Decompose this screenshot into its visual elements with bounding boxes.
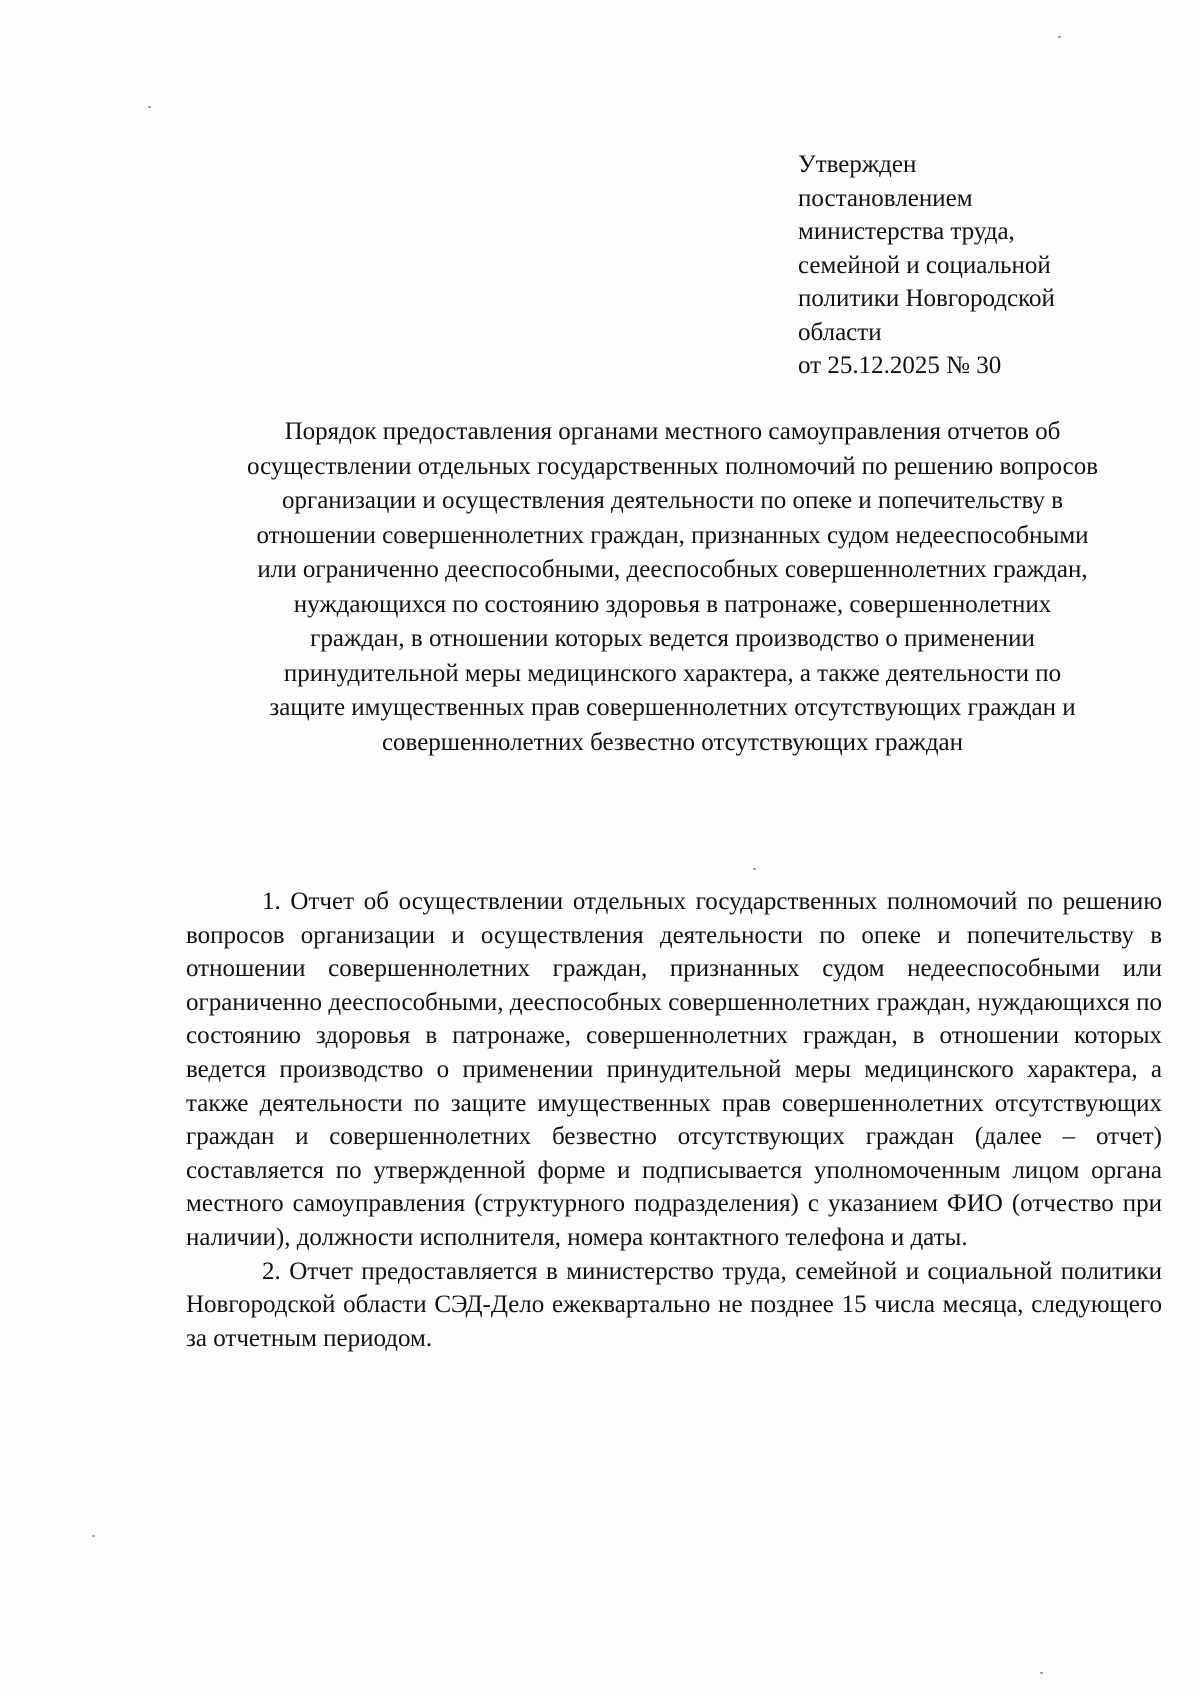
title-line: осуществлении отдельных государственных полномочий по решению вопросов [246,452,1098,480]
approval-block [798,148,1138,383]
approval-line: области [798,318,882,346]
approval-date-number: от 25.12.2025 № 30 [798,352,1002,379]
approval-line: семейной и социальной [798,251,1051,279]
scan-speck [148,106,151,108]
paragraph-1: 1. Отчет об осуществлении отдельных государственных полномочий по решению вопросов организации и осуществления деятельности по опеке и попечительству в отношении совершеннолетних граждан, признанных судом недееспособными или ограниченно дееспособными, дееспособных совершеннолетних граждан, нуждающихся по состоянию здоровья в патронаже, совершеннолетних граждан, в отношении которых ведется производство о применении принудительной меры медицинского характера, а также деятельности по защите имущественных прав совершеннолетних отсутствующих граждан и совершеннолетних безвестно отсутствующих граждан (далее – отчет) составляется по утвержденной форме и подписывается уполномоченным лицом органа местного самоуправления (структурного подразделения) с указанием ФИО (отчество при наличии), должности исполнителя, номера контактного телефона и даты. [186,888,1162,1251]
approval-line: Утвержден [798,151,917,178]
document-body [186,885,1162,1355]
title-line: принудительной меры медицинского характера, а также деятельности по [283,659,1062,687]
approval-line: министерства труда, [798,218,1015,245]
title-line: Порядок предоставления органами местного самоуправления отчетов об [284,418,1061,445]
title-line: организации и осуществления деятельности по опеке и попечительству в [281,487,1064,514]
scan-speck [753,868,756,870]
paragraph-2: 2. Отчет предоставляется в министерство труда, семейной и социальной политики Новгородской области СЭД-Дело ежеквартально не позднее 15 числа месяца, следующего за отчетным периодом. [186,1257,1162,1352]
title-line: защите имущественных прав совершеннолетних отсутствующих граждан и [269,694,1076,721]
approval-line: постановлением [798,184,973,212]
scan-speck [1058,36,1061,38]
scan-speck [1040,1672,1043,1674]
document-title [180,415,1165,760]
title-line: отношении совершеннолетних граждан, признанных судом недееспособными [256,521,1089,549]
title-line: нуждающихся по состоянию здоровья в патронаже, совершеннолетних [293,590,1052,618]
title-line: граждан, в отношении которых ведется производство о применении [310,625,1035,652]
approval-line: политики Новгородской [798,285,1055,312]
title-line: или ограниченно дееспособными, дееспособных совершеннолетних граждан, [257,556,1088,583]
title-line: совершеннолетних безвестно отсутствующих граждан [381,728,964,756]
scan-speck [92,1535,95,1537]
